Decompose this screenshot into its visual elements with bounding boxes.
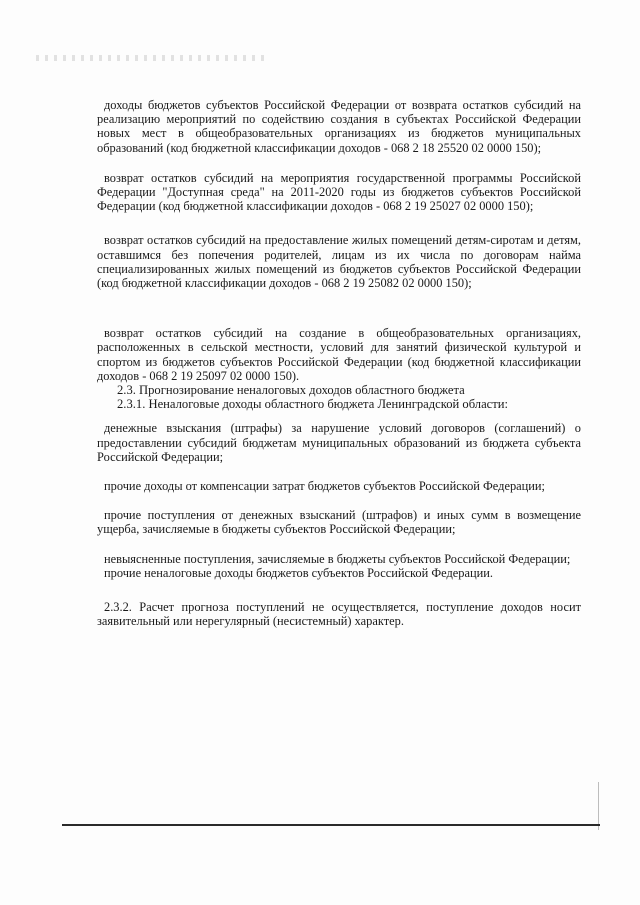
- paragraph-rural-sports: возврат остатков субсидий на создание в общеобразовательных организациях, расположенных в сельской местности, условий для занятий физической культурой и спортом из бюджетов субъектов Российской Федерации (код бюджетной классификации доходов - 068 2 19 25097 02 0000 150).: [97, 326, 581, 383]
- scan-edge-mark: [598, 782, 599, 830]
- section-heading-2-3: 2.3. Прогнозирование неналоговых доходов областного бюджета: [117, 383, 465, 398]
- paragraph-orphan-housing: возврат остатков субсидий на предоставление жилых помещений детям-сиротам и детям, оставшимся без попечения родителей, лицам из их числа по договорам найма специализированных жилых помещений из бюджетов субъектов Российской Федерации (код бюджетной классификации доходов - 068 2 19 25082 02 0000 150);: [97, 233, 581, 291]
- paragraph-subsidy-new-places: доходы бюджетов субъектов Российской Федерации от возврата остатков субсидий на реализацию мероприятий по содействию создания в субъектах Российской Федерации новых мест в общеобразовательных организациях из бюджетов муниципальных образований (код бюджетной классификации доходов - 068 2 18 25520 02 0000 150);: [97, 98, 581, 155]
- page-bottom-rule: [62, 824, 600, 826]
- paragraph-2-3-2: 2.3.2. Расчет прогноза поступлений не осуществляется, поступление доходов носит заявительный или нерегулярный (несистемный) характер.: [97, 600, 581, 629]
- paragraph-penalties: денежные взыскания (штрафы) за нарушение условий договоров (соглашений) о предоставлении субсидий бюджетам муниципальных образований из бюджета субъекта Российской Федерации;: [97, 421, 581, 464]
- subsection-heading-2-3-1: 2.3.1. Неналоговые доходы областного бюджета Ленинградской области:: [117, 397, 509, 412]
- paragraph-accessible-environment: возврат остатков субсидий на мероприятия государственной программы Российской Федерации "Доступная среда" на 2011-2020 годы из бюджетов субъектов Российской Федерации (код бюджетной классификации доходов - 068 2 19 25027 02 0000 150);: [97, 170, 581, 214]
- scan-artifact: [36, 55, 266, 61]
- paragraph-unclarified-receipts: невыясненные поступления, зачисляемые в бюджеты субъектов Российской Федерации;: [104, 551, 571, 566]
- paragraph-damage-compensation: прочие поступления от денежных взысканий (штрафов) и иных сумм в возмещение ущерба, зачисляемые в бюджеты субъектов Российской Федерации;: [97, 508, 581, 537]
- paragraph-other-nontax: прочие неналоговые доходы бюджетов субъектов Российской Федерации.: [104, 565, 493, 580]
- document-body: [97, 98, 581, 628]
- paragraph-cost-compensation: прочие доходы от компенсации затрат бюджетов субъектов Российской Федерации;: [104, 479, 545, 494]
